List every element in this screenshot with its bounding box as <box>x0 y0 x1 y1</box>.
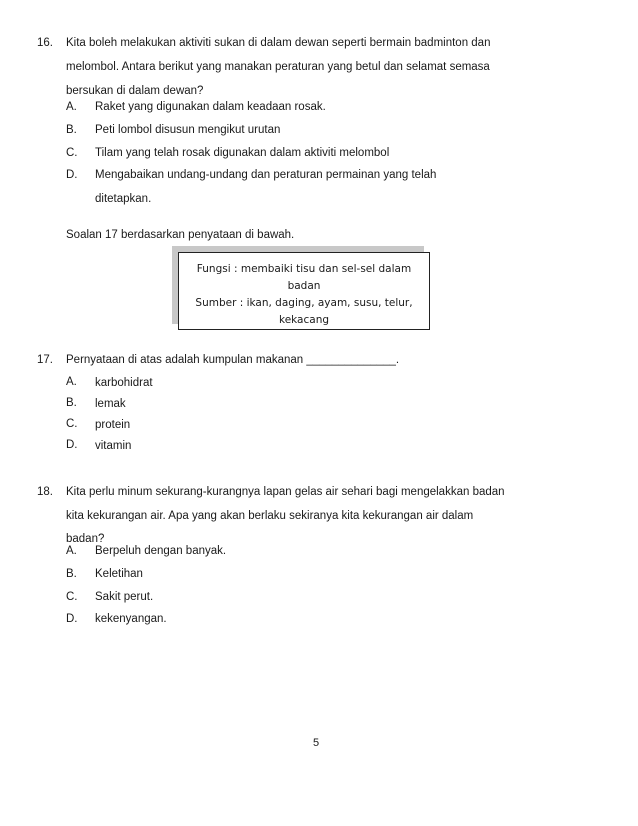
q16-option-b-letter: B. <box>66 124 77 136</box>
q17-option-c-text: protein <box>95 419 131 431</box>
q18-option-a-text: Berpeluh dengan banyak. <box>95 545 227 557</box>
q18-option-c-text: Sakit perut. <box>95 591 154 603</box>
q16-option-d-text: Mengabaikan undang-undang dan peraturan permainan yang telah <box>95 169 437 181</box>
stimulus-line-1: Fungsi : membaiki tisu dan sel-sel dalam <box>196 263 412 275</box>
question-17-number: 17. <box>37 354 53 366</box>
q18-option-d-letter: D. <box>66 613 78 625</box>
q16-option-c-text: Tilam yang telah rosak digunakan dalam aktiviti melombol <box>95 147 390 159</box>
question-17-text: Pernyataan di atas adalah kumpulan makanan ______________. <box>66 354 400 366</box>
question-18-line-2: kita kekurangan air. Apa yang akan berlaku sekiranya kita kekurangan air dalam <box>66 510 474 522</box>
stimulus-line-3: Sumber : ikan, daging, ayam, susu, telur, <box>195 297 413 309</box>
q17-option-d-letter: D. <box>66 439 78 451</box>
q18-option-a-letter: A. <box>66 545 77 557</box>
question-18-line-3: badan? <box>66 533 105 545</box>
q17-option-a-text: karbohidrat <box>95 377 153 389</box>
q18-option-b-text: Keletihan <box>95 568 143 580</box>
q17-option-a-letter: A. <box>66 376 77 388</box>
question-16-line-3: bersukan di dalam dewan? <box>66 85 204 97</box>
question-16-line-2: melombol. Antara berikut yang manakan peraturan yang betul dan selamat semasa <box>66 61 490 73</box>
q16-option-d-letter: D. <box>66 169 78 181</box>
question-18-line-1: Kita perlu minum sekurang-kurangnya lapan gelas air sehari bagi mengelakkan badan <box>66 486 505 498</box>
q17-option-b-letter: B. <box>66 397 77 409</box>
q18-option-d-text: kekenyangan. <box>95 613 167 625</box>
q16-option-a-letter: A. <box>66 101 77 113</box>
stimulus-line-4: kekacang <box>278 314 330 326</box>
q17-option-c-letter: C. <box>66 418 78 430</box>
question-16-number: 16. <box>37 37 53 49</box>
question-18-number: 18. <box>37 486 53 498</box>
question-16-line-1: Kita boleh melakukan aktiviti sukan di dalam dewan seperti bermain badminton dan <box>66 37 491 49</box>
stimulus-intro: Soalan 17 berdasarkan penyataan di bawah. <box>66 229 295 241</box>
q16-option-a-text: Raket yang digunakan dalam keadaan rosak. <box>95 101 326 113</box>
stimulus-box <box>178 252 430 330</box>
q16-option-d-text-continued: ditetapkan. <box>95 193 152 205</box>
q16-option-c-letter: C. <box>66 147 78 159</box>
stimulus-line-2: badan <box>287 280 321 292</box>
q18-option-c-letter: C. <box>66 591 78 603</box>
q18-option-b-letter: B. <box>66 568 77 580</box>
page-number: 5 <box>313 737 320 749</box>
q17-option-b-text: lemak <box>95 398 126 410</box>
q16-option-b-text: Peti lombol disusun mengikut urutan <box>95 124 281 136</box>
q17-option-d-text: vitamin <box>95 440 132 452</box>
